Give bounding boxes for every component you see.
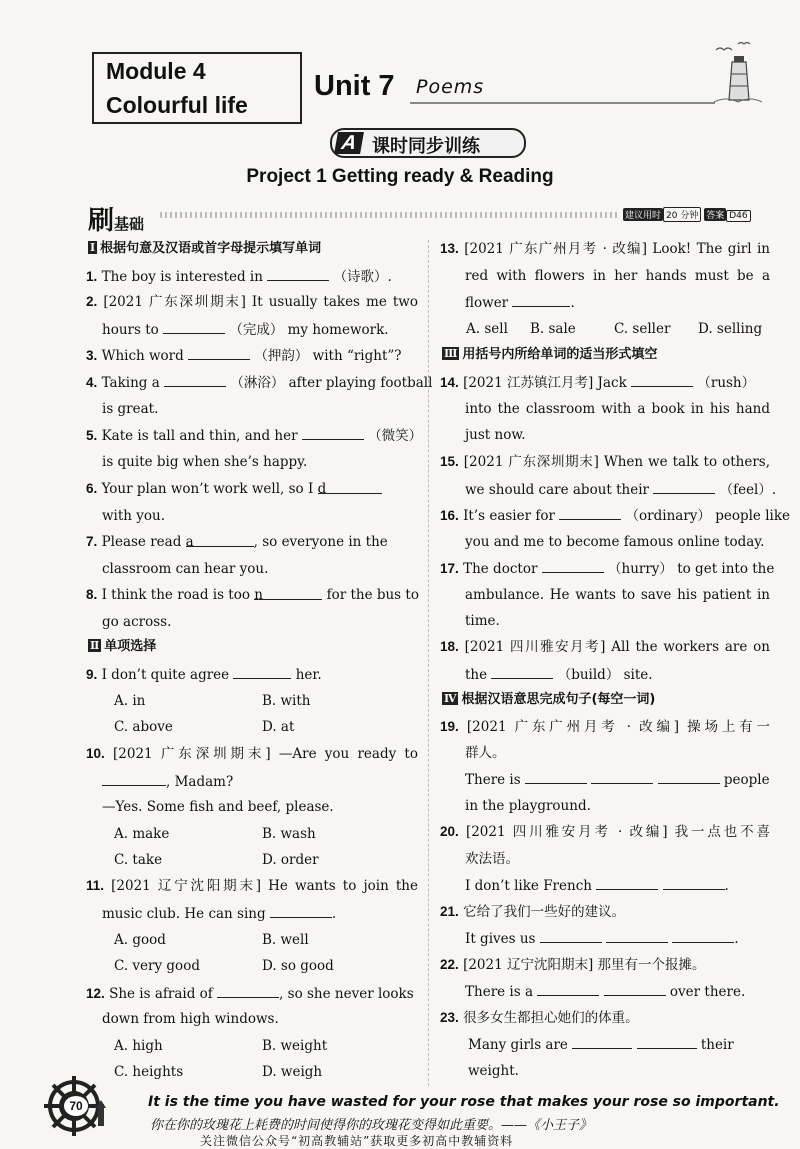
question-number: 12. xyxy=(86,986,105,1001)
question-text: Which word xyxy=(101,348,184,364)
question-hint: （hurry） to get into the xyxy=(608,561,775,577)
answer-blank[interactable] xyxy=(559,506,621,520)
unit-underline xyxy=(410,102,715,104)
question-number: 21. xyxy=(440,904,459,919)
section-2-text: 单项选择 xyxy=(104,639,157,654)
question-2 xyxy=(86,293,418,311)
option-b[interactable]: B. weight xyxy=(262,1038,328,1054)
option-c[interactable]: C. above xyxy=(114,719,173,735)
project-title: Project 1 Getting ready & Reading xyxy=(246,166,554,187)
question-number: 10. xyxy=(86,746,105,761)
question-8 xyxy=(86,586,419,604)
question-text: , so everyone in the xyxy=(253,534,388,550)
question-hint: （build） site. xyxy=(557,667,653,683)
answer-blank[interactable] xyxy=(658,770,720,784)
question-text: Please read xyxy=(101,534,182,550)
answer-blank[interactable] xyxy=(102,772,166,786)
answer-blank[interactable] xyxy=(512,293,570,307)
option-a[interactable]: A. good xyxy=(114,932,166,948)
option-d[interactable]: D. selling xyxy=(698,321,763,337)
question-4-line2: is great. xyxy=(102,401,159,417)
question-text: 很多女生都担心她们的体重。 xyxy=(463,1010,639,1026)
question-3 xyxy=(86,346,402,365)
answer-blank[interactable] xyxy=(188,346,250,360)
question-text: . xyxy=(734,931,739,947)
question-text: [2021 广东深圳期末] —Are you ready to xyxy=(113,746,418,762)
question-hint: （诗歌）. xyxy=(333,269,392,285)
answer-blank[interactable] xyxy=(653,480,715,494)
question-text: Taking a xyxy=(101,375,160,391)
question-10-line2 xyxy=(102,772,233,791)
option-a[interactable]: A. in xyxy=(114,693,146,709)
question-number: 3. xyxy=(86,348,98,363)
question-hint: （微笑） xyxy=(368,428,423,444)
answer-blank[interactable] xyxy=(631,373,693,387)
answer-blank[interactable] xyxy=(270,904,332,918)
question-hint: （淋浴） after playing football xyxy=(230,375,433,391)
initial-letter-hint: d xyxy=(317,481,327,497)
question-19-line3 xyxy=(465,770,770,789)
question-14 xyxy=(440,373,755,392)
question-number: 16. xyxy=(440,508,459,523)
answer-blank[interactable] xyxy=(672,929,734,943)
question-5 xyxy=(86,426,422,445)
question-15 xyxy=(440,453,770,471)
option-a[interactable]: A. sell xyxy=(466,321,508,337)
time-label: 建议用时 xyxy=(623,208,663,221)
banner-text: 课时同步训练 xyxy=(372,136,480,157)
question-20-line2: 欢法语。 xyxy=(465,851,519,867)
question-text: , Madam? xyxy=(166,774,234,790)
question-19-line2: 群人。 xyxy=(465,745,506,761)
quote-chinese: 你在你的玫瑰花上耗费的时间使得你的玫瑰花变得如此重要。——《小王子》 xyxy=(150,1118,593,1133)
question-text: I think the road is too xyxy=(101,587,250,603)
section-3-title xyxy=(442,346,657,364)
question-text: we should care about their xyxy=(465,482,649,498)
option-b[interactable]: B. with xyxy=(262,693,311,709)
question-number: 23. xyxy=(440,1010,459,1025)
question-number: 4. xyxy=(86,375,98,390)
option-c[interactable]: C. seller xyxy=(614,321,671,337)
module-box xyxy=(92,52,302,124)
answer-blank[interactable] xyxy=(267,267,329,281)
question-6 xyxy=(86,480,382,498)
section-4-roman: Ⅳ xyxy=(444,692,457,705)
section-2-title xyxy=(88,638,156,656)
question-12-line2: down from high windows. xyxy=(102,1011,279,1027)
question-text: over there. xyxy=(669,984,746,1000)
question-number: 8. xyxy=(86,587,98,602)
time-info xyxy=(623,207,751,222)
question-text: hours to xyxy=(102,322,159,338)
question-text: I don’t quite agree xyxy=(101,667,230,683)
module-number: Module 4 xyxy=(106,58,206,84)
answer-blank[interactable] xyxy=(163,320,225,334)
question-text: I don’t like French xyxy=(465,878,592,894)
question-7-line2: classroom can hear you. xyxy=(102,561,269,577)
question-text: [2021 广东广州月考 · 改编] Look! The girl in xyxy=(464,241,770,257)
question-hint: （ordinary） people like xyxy=(625,508,791,524)
section-3-text: 用括号内所给单词的适当形式填空 xyxy=(462,347,658,362)
question-number: 5. xyxy=(86,428,98,443)
answer-blank[interactable] xyxy=(233,665,291,679)
question-text: There is a xyxy=(465,984,534,1000)
question-12 xyxy=(86,984,414,1003)
question-text: their xyxy=(700,1037,734,1053)
answer-page: D46 xyxy=(726,210,750,222)
question-21 xyxy=(440,903,625,921)
question-text: [2021 辽宁沈阳期末] He wants to join the xyxy=(111,878,418,894)
question-text: people xyxy=(723,772,770,788)
unit-title: Unit 7 xyxy=(314,70,395,102)
answer-blank[interactable] xyxy=(302,426,364,440)
question-number: 7. xyxy=(86,534,98,549)
answer-blank[interactable] xyxy=(537,982,599,996)
banner-letter: A xyxy=(334,132,364,154)
module-title: Colourful life xyxy=(106,92,248,118)
question-11-line2 xyxy=(102,904,336,923)
question-number: 6. xyxy=(86,481,98,496)
answer-blank[interactable] xyxy=(637,1035,697,1049)
question-text: It gives us xyxy=(465,931,536,947)
question-text: 它给了我们一些好的建议。 xyxy=(463,904,626,920)
answer-blank[interactable] xyxy=(596,876,658,890)
question-17-line3: time. xyxy=(465,613,500,629)
answer-blank[interactable] xyxy=(525,770,587,784)
question-7 xyxy=(86,533,388,551)
question-13-line2: red with flowers in her hands must be a xyxy=(465,268,770,284)
question-text: for the bus to xyxy=(326,587,419,603)
question-13 xyxy=(440,240,770,258)
question-10-line3: —Yes. Some fish and beef, please. xyxy=(102,799,334,815)
section-4-title xyxy=(442,691,655,709)
question-text: There is xyxy=(465,772,521,788)
question-number: 11. xyxy=(86,878,105,893)
heading-dash-line xyxy=(160,212,618,218)
question-text: [2021 辽宁沈阳期末] 那里有一个报摊。 xyxy=(463,957,706,973)
question-number: 20. xyxy=(440,824,459,839)
answer-blank[interactable] xyxy=(185,533,254,550)
section-1-text: 根据句意及汉语或首字母提示填写单词 xyxy=(100,241,322,256)
question-text: . xyxy=(570,295,575,311)
section-small-label: 基础 xyxy=(114,215,145,233)
answer-blank[interactable] xyxy=(591,770,653,784)
answer-blank[interactable] xyxy=(604,982,666,996)
answer-blank[interactable] xyxy=(317,480,382,497)
question-16-line2: you and me to become famous online today. xyxy=(465,534,765,550)
option-c[interactable]: C. take xyxy=(114,852,163,868)
quote-english: It is the time you have wasted for your rose that makes your rose so important. xyxy=(148,1094,780,1110)
question-19-line4: in the playground. xyxy=(465,798,591,814)
question-22 xyxy=(440,956,706,974)
time-value: 20 分钟 xyxy=(663,207,701,222)
question-hint: （押韵） with “right”? xyxy=(254,348,402,364)
question-9 xyxy=(86,665,322,684)
question-14-line3: just now. xyxy=(465,427,526,443)
lighthouse-icon xyxy=(712,38,762,106)
question-text: [2021 江苏镇江月考] Jack xyxy=(463,375,627,391)
answer-blank[interactable] xyxy=(542,559,604,573)
option-d[interactable]: D. order xyxy=(262,852,319,868)
page-number: 70 xyxy=(64,1096,88,1116)
column-divider xyxy=(428,240,430,1086)
answer-blank[interactable] xyxy=(663,876,725,890)
question-number: 15. xyxy=(440,454,459,469)
question-23-line2 xyxy=(468,1035,734,1054)
question-number: 9. xyxy=(86,667,98,682)
question-5-line2: is quite big when she’s happy. xyxy=(102,454,308,470)
answer-blank[interactable] xyxy=(606,929,668,943)
unit-subtitle: Poems xyxy=(416,76,485,98)
question-text: [2021 广东广州月考 · 改编] 操场上有一 xyxy=(466,719,770,735)
question-20 xyxy=(440,823,770,841)
section-4-text: 根据汉语意思完成句子(每空一词) xyxy=(461,692,656,707)
question-text: [2021 广东深圳期末] When we talk to others, xyxy=(463,454,771,470)
section-1-roman: Ⅰ xyxy=(90,241,96,254)
question-8-line2: go across. xyxy=(102,614,172,630)
question-18 xyxy=(440,638,770,656)
question-17-line2: ambulance. He wants to save his patient in xyxy=(465,587,770,603)
question-text: her. xyxy=(295,667,322,683)
question-10 xyxy=(86,745,418,763)
question-text: . xyxy=(724,878,729,894)
section-big-char: 刷 xyxy=(88,206,115,236)
question-text: [2021 四川雅安月考] All the workers are on xyxy=(464,639,771,655)
question-text: She is afraid of xyxy=(109,986,213,1002)
section-3-roman: Ⅲ xyxy=(444,347,458,360)
option-a[interactable]: A. high xyxy=(114,1038,163,1054)
option-b[interactable]: B. well xyxy=(262,932,309,948)
question-14-line2: into the classroom with a book in his hand xyxy=(465,401,770,417)
question-number: 19. xyxy=(440,719,459,734)
question-text: . xyxy=(331,906,337,922)
initial-letter-hint: n xyxy=(254,587,263,603)
question-text: The doctor xyxy=(463,561,538,577)
question-23-line3: weight. xyxy=(468,1063,519,1079)
question-22-line2 xyxy=(465,982,745,1001)
question-20-line3 xyxy=(465,876,729,895)
question-text: [2021 广东深圳期末] It usually takes me two xyxy=(103,294,418,310)
question-text: , so she never looks xyxy=(279,986,414,1002)
section-1-title xyxy=(88,240,321,258)
question-text: the xyxy=(465,667,488,683)
question-number: 17. xyxy=(440,561,459,576)
option-a[interactable]: A. make xyxy=(114,826,170,842)
question-16 xyxy=(440,506,790,525)
footer-note: 关注微信公众号“初高教辅站”获取更多初高中教辅资料 xyxy=(200,1134,514,1148)
question-2-line2 xyxy=(102,320,389,339)
initial-letter-hint: a xyxy=(185,534,194,550)
question-text: [2021 四川雅安月考 · 改编] 我一点也不喜 xyxy=(465,824,770,840)
option-c[interactable]: C. very good xyxy=(114,958,200,974)
basic-section-heading xyxy=(88,200,144,237)
question-15-line2 xyxy=(465,480,776,499)
question-4 xyxy=(86,373,432,392)
question-hint: （feel）. xyxy=(719,482,777,498)
section-2-roman: Ⅱ xyxy=(90,639,100,652)
option-d[interactable]: D. so good xyxy=(262,958,334,974)
question-text: It’s easier for xyxy=(463,508,555,524)
question-text: Many girls are xyxy=(468,1037,568,1053)
option-c[interactable]: C. heights xyxy=(114,1064,184,1080)
question-number: 14. xyxy=(440,375,459,390)
option-b[interactable]: B. sale xyxy=(530,321,576,337)
question-13-line3 xyxy=(465,293,575,312)
question-text: Your plan won’t work well, so I xyxy=(101,481,314,497)
sync-training-banner xyxy=(330,128,526,158)
question-hint: （完成） my homework. xyxy=(229,322,389,338)
question-23 xyxy=(440,1009,639,1027)
question-18-line2 xyxy=(465,665,653,684)
question-number: 1. xyxy=(86,269,98,284)
question-hint: （rush） xyxy=(697,375,756,391)
answer-blank[interactable] xyxy=(540,929,602,943)
question-number: 2. xyxy=(86,294,98,309)
option-d[interactable]: D. at xyxy=(262,719,295,735)
question-number: 13. xyxy=(440,241,459,256)
answer-blank[interactable] xyxy=(491,665,553,679)
question-text: The boy is interested in xyxy=(101,269,263,285)
answer-label: 答案 xyxy=(704,208,726,221)
question-number: 22. xyxy=(440,957,459,972)
answer-blank[interactable] xyxy=(164,373,226,387)
answer-blank[interactable] xyxy=(217,984,279,998)
question-17 xyxy=(440,559,774,578)
answer-blank[interactable] xyxy=(254,586,322,603)
option-d[interactable]: D. weigh xyxy=(262,1064,323,1080)
question-6-line2: with you. xyxy=(102,508,166,524)
question-19 xyxy=(440,718,770,736)
question-text: flower xyxy=(465,295,509,311)
question-number: 18. xyxy=(440,639,459,654)
question-21-line2 xyxy=(465,929,739,948)
question-1 xyxy=(86,267,392,286)
option-b[interactable]: B. wash xyxy=(262,826,316,842)
answer-blank[interactable] xyxy=(572,1035,632,1049)
question-text: music club. He can sing xyxy=(102,906,266,922)
question-11 xyxy=(86,877,418,895)
question-text: Kate is tall and thin, and her xyxy=(101,428,298,444)
